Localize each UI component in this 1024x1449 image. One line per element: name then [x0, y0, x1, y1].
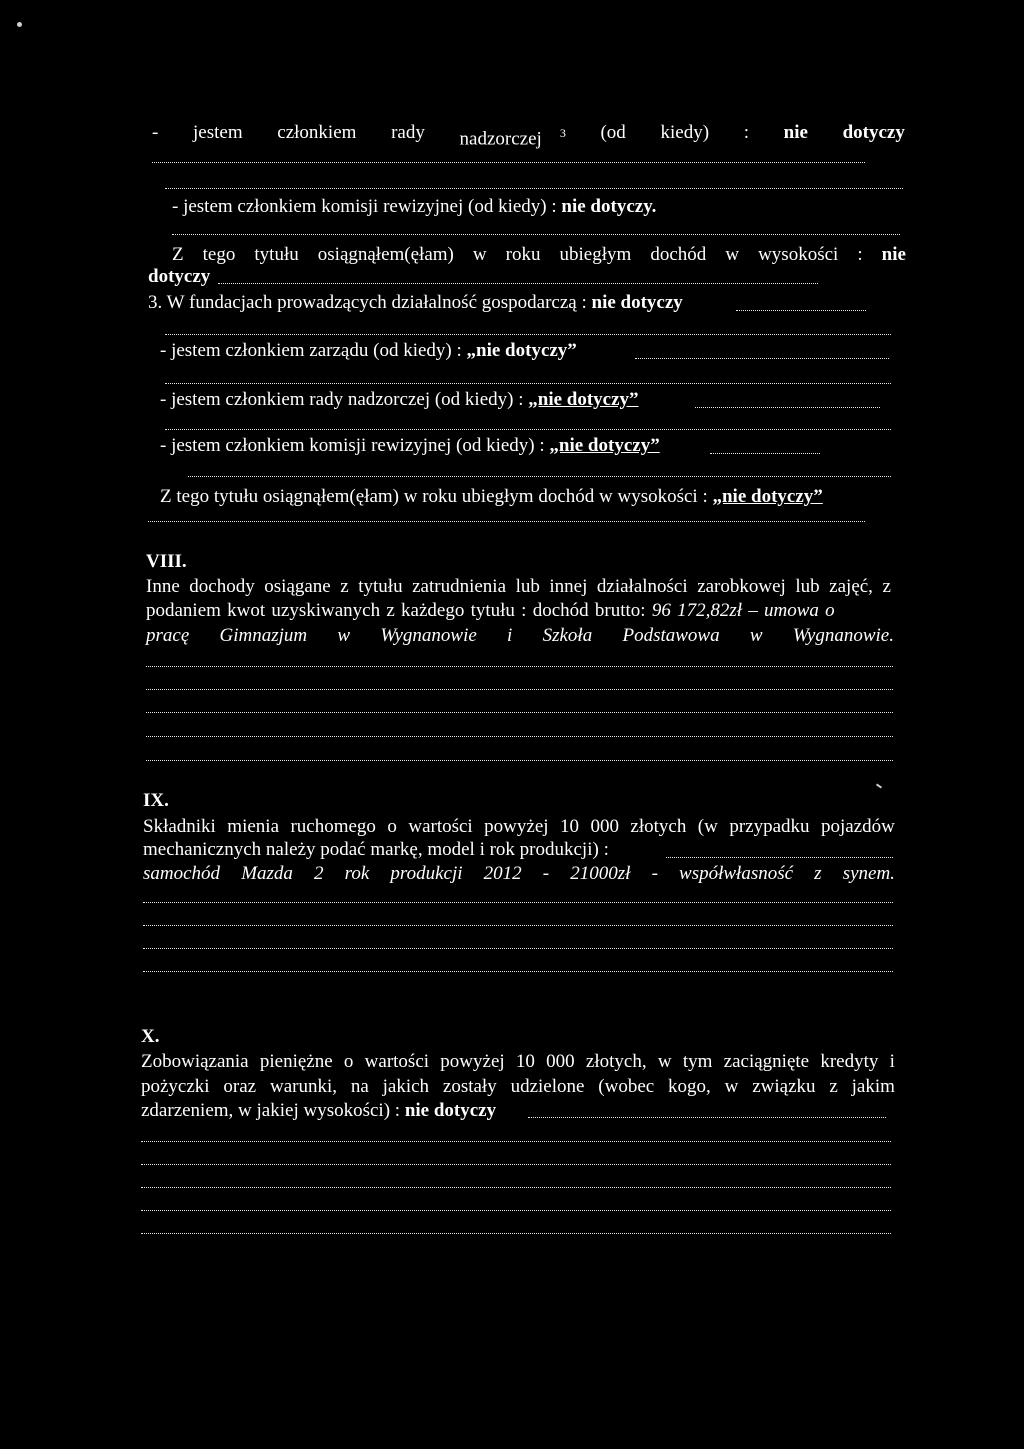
- other-income-line-1: Inne dochody osiągane z tytułu zatrudnienia lub innej działalności zarobkowej lub zajęć, z: [146, 576, 891, 597]
- section-heading-x: X.: [141, 1026, 160, 1047]
- fill-line: [736, 310, 866, 311]
- fill-line: [143, 902, 893, 903]
- fill-line: [141, 1210, 891, 1211]
- fill-line: [165, 188, 903, 189]
- scan-speck: [17, 22, 22, 27]
- management-board-line: - jestem członkiem zarządu (od kiedy) : „nie dotyczy”: [160, 340, 577, 361]
- fill-line: [165, 429, 891, 430]
- foundation-income-line: Z tego tytułu osiągnąłem(ęłam) w roku ubiegłym dochód w wysokości : „nie dotyczy”: [160, 486, 823, 507]
- scan-speck: [876, 783, 882, 788]
- fill-line: [146, 760, 893, 761]
- fill-line: [146, 689, 893, 690]
- audit-committee-line: - jestem członkiem komisji rewizyjnej (od kiedy) : nie dotyczy.: [172, 196, 657, 217]
- fill-line: [141, 1141, 891, 1142]
- supervisory-board-line: - jestem członkiem rady nadzorczej (od kiedy) : „nie dotyczy”: [160, 389, 639, 410]
- fill-line: [148, 521, 865, 522]
- other-income-line-2: podaniem kwot uzyskiwanych z każdego tytułu : dochód brutto: 96 172,82zł – umowa o: [146, 600, 835, 621]
- fill-line: [141, 1187, 891, 1188]
- liabilities-line-3: zdarzeniem, w jakiej wysokości) : nie dotyczy: [141, 1100, 497, 1121]
- liabilities-line-1: Zobowiązania pieniężne o wartości powyżej 10 000 złotych, w tym zaciągnięte kredyty i: [141, 1051, 895, 1072]
- fill-line: [218, 283, 818, 284]
- fill-line: [528, 1117, 886, 1118]
- section-heading-viii: VIII.: [146, 551, 187, 572]
- movable-assets-line-3: samochód Mazda 2 rok produkcji 2012 - 21000zł - współwłasność z synem.: [143, 863, 895, 884]
- movable-assets-line-2: mechanicznych należy podać markę, model i rok produkcji) :: [143, 839, 609, 860]
- fill-line: [143, 925, 893, 926]
- income-value-line: dotyczy: [148, 266, 211, 287]
- fill-line: [146, 712, 893, 713]
- fill-line: [143, 948, 893, 949]
- movable-assets-line-1: Składniki mienia ruchomego o wartości powyżej 10 000 złotych (w przypadku pojazdów: [143, 816, 895, 837]
- section-heading-ix: IX.: [143, 790, 169, 811]
- other-income-line-3: pracę Gimnazjum w Wygnanowie i Szkoła Podstawowa w Wygnanowie.: [146, 625, 894, 646]
- fill-line: [635, 358, 889, 359]
- fill-line: [146, 666, 893, 667]
- income-line: Z tego tytułu osiągnąłem(ęłam) w roku ubiegłym dochód w wysokości : nie: [172, 244, 906, 265]
- fill-line: [695, 407, 880, 408]
- foundations-line: 3. W fundacjach prowadzących działalność gospodarczą : nie dotyczy: [148, 292, 683, 313]
- footnote-marker: 3: [559, 126, 566, 140]
- audit-committee-line-2: - jestem członkiem komisji rewizyjnej (od kiedy) : „nie dotyczy”: [160, 435, 660, 456]
- fill-line: [143, 971, 893, 972]
- fill-line: [666, 857, 893, 858]
- fill-line: [172, 234, 900, 235]
- fill-line: [188, 476, 891, 477]
- fill-line: [165, 334, 891, 335]
- fill-line: [146, 736, 893, 737]
- board-member-line: - jestem członkiem rady nadzorczej $^3$ (od kiedy) : nie dotyczy: [152, 122, 905, 150]
- fill-line: [152, 162, 865, 163]
- liabilities-line-2: pożyczki oraz warunki, na jakich zostały udzielone (wobec kogo, w związku z jakim: [141, 1076, 895, 1097]
- fill-line: [141, 1164, 891, 1165]
- fill-line: [141, 1233, 891, 1234]
- fill-line: [165, 383, 891, 384]
- fill-line: [710, 453, 820, 454]
